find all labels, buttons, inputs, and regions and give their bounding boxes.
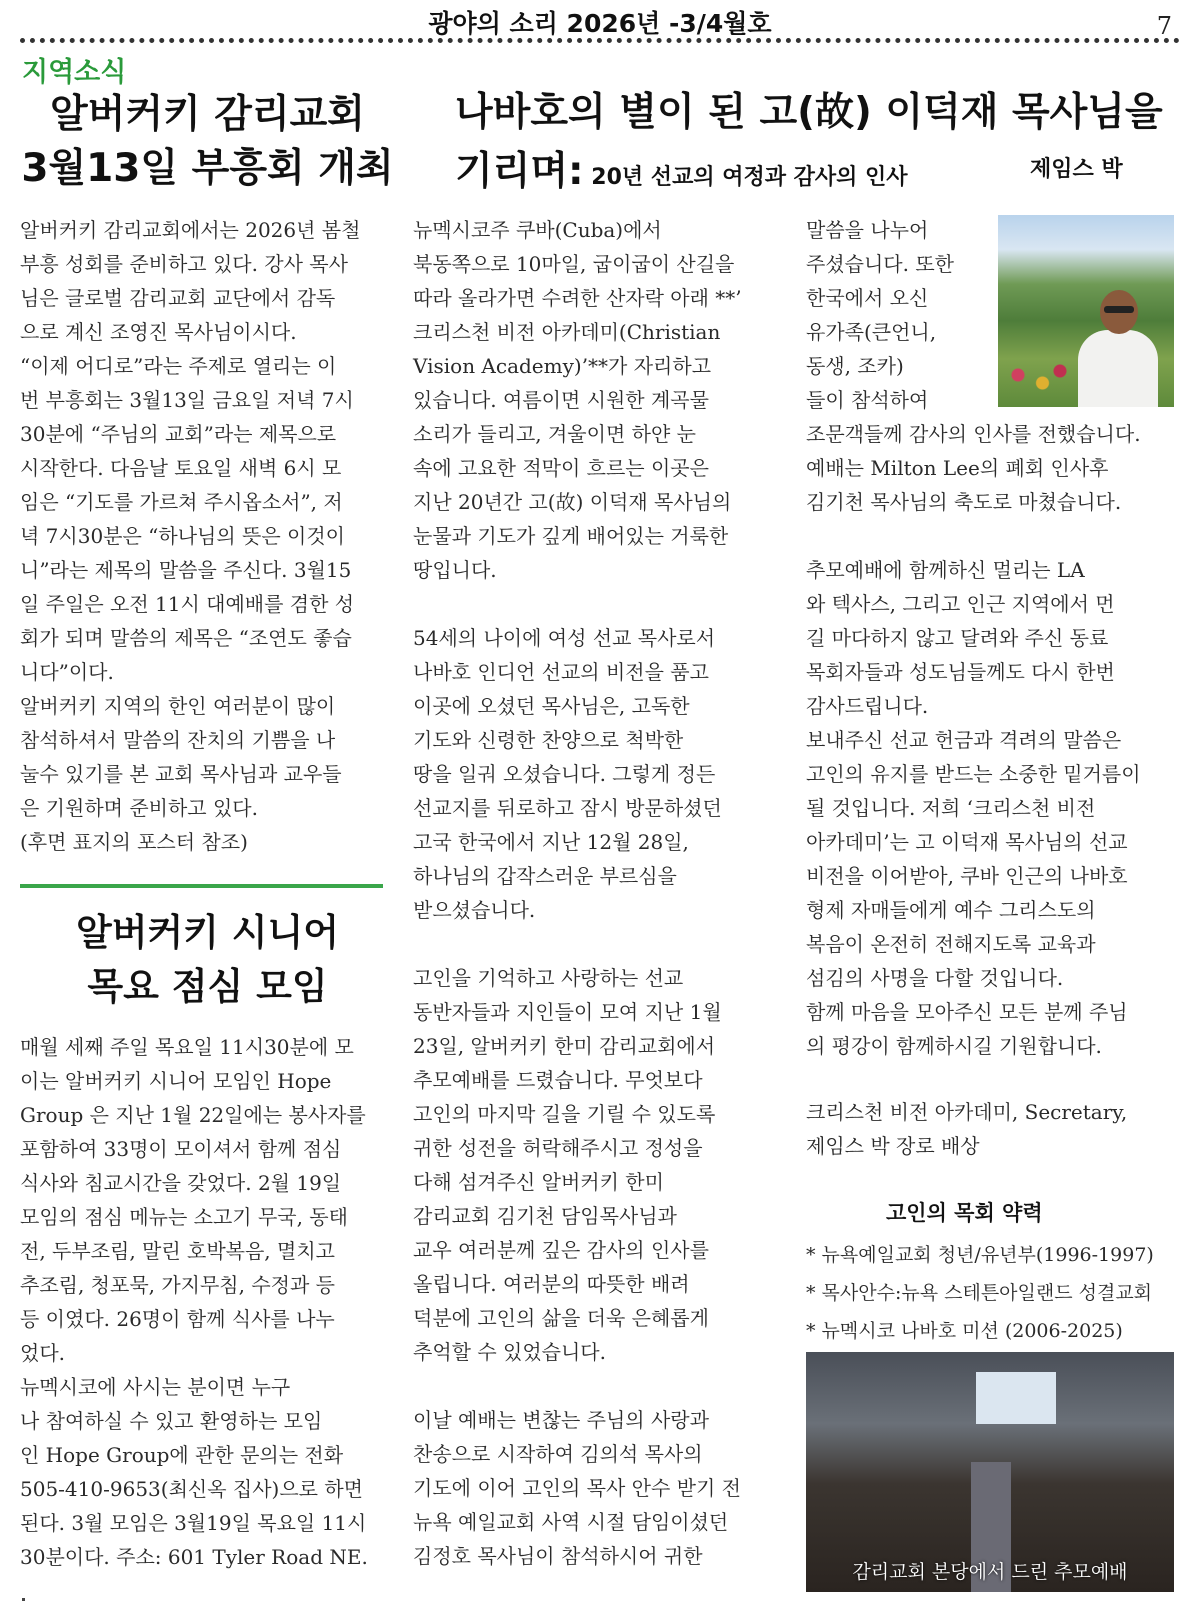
body-line: 고인의 유지를 받드는 소중한 밑거름이 [806,762,1141,786]
body-line: 말씀을 나누어 [806,218,929,242]
body-line: 찬송으로 시작하여 김의석 목사의 [413,1442,703,1466]
body-line: 속에 고요한 적막이 흐르는 이곳은 [413,456,709,480]
body-line: 감리교회 김기천 담임목사님과 [413,1204,677,1228]
newsletter-title: 광야의 소리 2026년 -3/4월호 [428,9,772,38]
body-line: 일 주일은 오전 11시 대예배를 겸한 성 [20,592,355,616]
career-item: * 뉴멕시코 나바호 미션 (2006-2025) [806,1320,1123,1342]
body-line: 추모예배를 드렸습니다. 무엇보다 [413,1068,703,1092]
body-line: 복음이 온전히 전해지도록 교육과 [806,932,1096,956]
body-line: 길 마다하지 않고 달려와 주신 동료 [806,626,1109,650]
body-line: 귀한 성전을 허락해주시고 정성을 [413,1136,703,1160]
section-label: 지역소식 [22,57,127,88]
body-line: 임은 “기도를 가르쳐 주시옵소서”, 저 [20,490,343,514]
body-line: 알버커키 감리교회에서는 2026년 봄철 [20,218,361,242]
body-line: 와 텍사스, 그리고 인근 지역에서 먼 [806,592,1115,616]
page-header [0,0,1200,44]
paragraph-gap [413,587,742,621]
body-line: 비전을 이어받아, 쿠바 인근의 나바호 [806,864,1128,888]
body-line: 나바호 인디언 선교의 비전을 품고 [413,660,709,684]
body-line: 었다. [20,1341,65,1365]
page-number: 7 [1156,12,1172,40]
body-line: 감사드립니다. [806,694,929,718]
body-line: 받으셨습니다. [413,898,536,922]
body-line: 덕분에 고인의 삶을 더욱 은혜롭게 [413,1306,709,1330]
body-line: 부흥 성회를 준비하고 있다. 강사 목사 [20,252,348,276]
body-line: 매월 세째 주일 목요일 11시30분에 모 [20,1035,354,1059]
body-line: 뉴멕시코주 쿠바(Cuba)에서 [413,218,662,242]
body-line: 녁 7시30분은 “하나님의 뜻은 이것이 [20,524,345,548]
body-line: 북동쪽으로 10마일, 굽이굽이 산길을 [413,252,735,276]
paragraph-gap [413,1369,742,1403]
body-line: 인 Hope Group에 관한 문의는 전화 [20,1443,344,1467]
body-line: 포함하여 33명이 모이셔서 함께 점심 [20,1137,342,1161]
body-line: Group 은 지난 1월 22일에는 봉사자를 [20,1103,366,1127]
photo-caption: 감리교회 본당에서 드린 추모예배 [852,1561,1128,1583]
body-line: “이제 어디로”라는 주제로 열리는 이 [20,354,337,378]
body-line: 기도와 신령한 찬양으로 척박한 [413,728,684,752]
body-line: 동반자들과 지인들이 모여 지난 1월 [413,1000,722,1024]
body-line: 등 이였다. 26명이 함께 식사를 나누 [20,1307,335,1331]
article2-headline: 알버커키 시니어 목요 점심 모임 [75,911,340,1008]
body-line: 추모예배에 함께하신 멀리는 LA [806,558,1085,582]
article3-headline: 나바호의 별이 된 고(故) 이덕재 목사님을 [455,90,1163,135]
body-line: 보내주신 선교 헌금과 격려의 말씀은 [806,728,1122,752]
body-line: 고인의 마지막 길을 기릴 수 있도록 [413,1102,716,1126]
article3-author: 제임스 박 [1030,157,1123,182]
article3-signature [806,1095,1127,1163]
career-item: * 뉴욕예일교회 청년/유년부(1996-1997) [806,1244,1154,1266]
body-line: 동생, 조카) [806,354,904,378]
signature-line: 크리스천 비전 아카데미, Secretary, [806,1100,1128,1124]
career-list [806,1236,1154,1350]
body-line: 모임의 점심 메뉴는 소고기 무국, 동태 [20,1205,348,1229]
body-line: 505-410-9653(최신옥 집사)으로 하면 [20,1477,363,1501]
body-line: 조문객들께 감사의 인사를 전했습니다. [806,422,1141,446]
body-line: 니다”이다. [20,660,114,684]
body-line: 다해 섬겨주신 알버커키 한미 [413,1170,664,1194]
body-line: 뉴욕 예일교회 사역 시절 담임이셨던 [413,1510,729,1534]
body-line: 은 기원하며 준비하고 있다. [20,796,258,820]
body-line: 눈물과 기도가 깊게 배어있는 거룩한 [413,524,729,548]
body-line: 고인을 기억하고 사랑하는 선교 [413,966,684,990]
body-line: 나 참여하실 수 있고 환영하는 모임 [20,1409,323,1433]
body-line: 고국 한국에서 지난 12월 28일, [413,830,689,854]
body-line: 알버커키 지역의 한인 여러분이 많이 [20,694,336,718]
memorial-service-photo [806,1352,1174,1592]
body-line: 땅입니다. [413,558,497,582]
career-title: 고인의 목회 약력 [886,1201,1043,1225]
body-line: 시작한다. 다음날 토요일 새벽 6시 모 [20,456,342,480]
body-line: 형제 자매들에게 예수 그리스도의 [806,898,1096,922]
article3-body-col2 [413,213,742,1573]
body-line: 있습니다. 여름이면 시원한 계곡물 [413,388,709,412]
article2-body [20,1030,368,1574]
body-line: 김정호 목사님이 참석하시어 귀한 [413,1544,703,1568]
paragraph-gap [413,927,742,961]
body-line: 참석하셔서 말씀의 잔치의 기쁨을 나 [20,728,336,752]
body-line: 이날 예배는 변찮는 주님의 사랑과 [413,1408,709,1432]
body-line: 30분이다. 주소: 601 Tyler Road NE. [20,1545,368,1569]
body-line: 한국에서 오신 [806,286,929,310]
header-dotted-rule [20,38,1180,43]
paragraph-gap [806,519,1141,553]
body-line: 목회자들과 성도님들께도 다시 한번 [806,660,1115,684]
body-line: 30분에 “주님의 교회”라는 제목으로 [20,422,337,446]
signature-line: 제임스 박 장로 배상 [806,1134,980,1158]
body-line: 추억할 수 있었습니다. [413,1340,606,1364]
body-line: Vision Academy)’**가 자리하고 [413,354,712,378]
body-line: 이는 알버커키 시니어 모임인 Hope [20,1069,332,1093]
article1-headline: 알버커키 감리교회 3월13일 부흥회 개최 [21,92,394,191]
body-line: 유가족(큰언니, [806,320,937,344]
body-line: 선교지를 뒤로하고 잠시 방문하셨던 [413,796,722,820]
page-mark [22,1598,25,1601]
body-line: 23일, 알버커키 한미 감리교회에서 [413,1034,716,1058]
body-line: 뉴멕시코에 사시는 분이면 누구 [20,1375,291,1399]
body-line: 하나님의 갑작스러운 부르심을 [413,864,677,888]
body-line: 따라 올라가면 수려한 산자락 아래 **’ [413,286,742,310]
body-line: 눌수 있기를 본 교회 목사님과 교우들 [20,762,342,786]
body-line: 될 것입니다. 저희 ‘크리스천 비전 [806,796,1096,820]
body-line: 식사와 침교시간을 갖었다. 2월 19일 [20,1171,342,1195]
body-line: 의 평강이 함께하시길 기원합니다. [806,1034,1102,1058]
body-line: 니”라는 제목의 말씀을 주신다. 3월15 [20,558,352,582]
section-divider [20,884,383,888]
body-line: 예배는 Milton Lee의 폐회 인사후 [806,456,1109,480]
body-line: 크리스천 비전 아카데미(Christian [413,320,721,344]
body-line: 기도에 이어 고인의 목사 안수 받기 전 [413,1476,741,1500]
article3-headline-line2: 기리며: 20년 선교의 여정과 감사의 인사 [455,149,908,194]
body-line: 추조림, 청포묵, 가지무침, 수정과 등 [20,1273,335,1297]
body-line: 올립니다. 여러분의 따뜻한 배려 [413,1272,690,1296]
body-line: 함께 마음을 모아주신 모든 분께 주님 [806,1000,1128,1024]
body-line: 회가 되며 말씀의 제목은 “조연도 좋습 [20,626,352,650]
body-line: 땅을 일궈 오셨습니다. 그렇게 정든 [413,762,716,786]
body-line: 님은 글로벌 감리교회 교단에서 감독 [20,286,336,310]
body-line: 아카데미’는 고 이덕재 목사님의 선교 [806,830,1128,854]
body-line: 전, 두부조림, 말린 호박복음, 멸치고 [20,1239,335,1263]
body-line: 으로 계신 조영진 목사님이시다. [20,320,297,344]
body-line: 주셨습니다. 또한 [806,252,954,276]
body-line: 번 부흥회는 3월13일 금요일 저녁 7시 [20,388,354,412]
body-line: 섬김의 사명을 다할 것입니다. [806,966,1064,990]
body-line: (후면 표지의 포스터 참조) [20,830,248,854]
body-line: 54세의 나이에 여성 선교 목사로서 [413,626,716,650]
article3-body-col3 [806,213,1141,1063]
career-item: * 목사안수:뉴욕 스테튼아일랜드 성결교회 [806,1282,1153,1304]
body-line: 지난 20년간 고(故) 이덕재 목사님의 [413,490,732,514]
body-line: 들이 참석하여 [806,388,929,412]
body-line: 소리가 들리고, 겨울이면 하얀 눈 [413,422,696,446]
body-line: 된다. 3월 모임은 3월19일 목요일 11시 [20,1511,367,1535]
article1-body [20,213,360,859]
body-line: 이곳에 오셨던 목사님은, 고독한 [413,694,690,718]
projection-screen [976,1372,1056,1424]
body-line: 교우 여러분께 깊은 감사의 인사를 [413,1238,709,1262]
body-line: 김기천 목사님의 축도로 마쳤습니다. [806,490,1122,514]
